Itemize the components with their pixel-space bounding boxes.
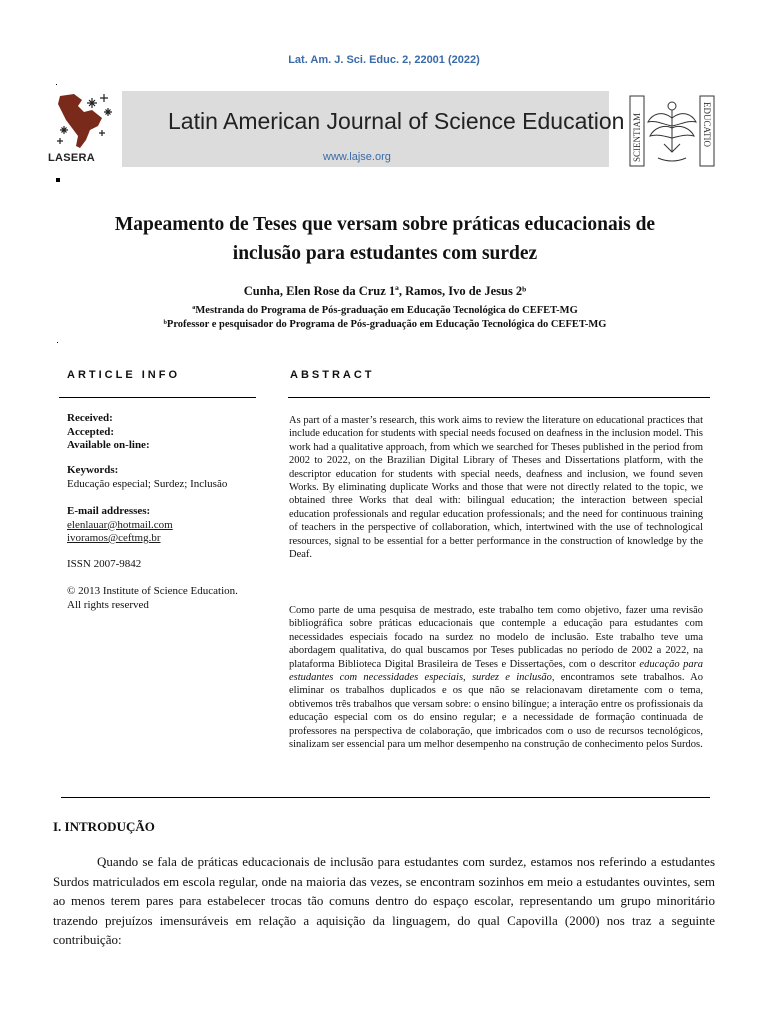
introduction-heading: I. INTRODUÇÃO xyxy=(53,819,155,834)
email-link-2[interactable]: ivoramos@ceftmg.br xyxy=(67,532,161,544)
journal-reference: Lat. Am. J. Sci. Educ. 2, 22001 (2022) xyxy=(288,54,480,66)
email-block xyxy=(67,505,267,546)
abstract-portuguese xyxy=(289,604,703,751)
affiliation-b: ᵇProfessor e pesquisador do Programa de Pós-graduação em Educação Tecnológica do CEFET-MG xyxy=(163,319,607,330)
keywords-block xyxy=(67,464,267,491)
issn: ISSN 2007-9842 xyxy=(67,558,142,570)
decorative-dot xyxy=(56,84,57,85)
title-line-1: Mapeamento de Teses que versam sobre práticas educacionais de xyxy=(114,214,656,235)
keywords-value: Educação especial; Surdez; Inclusão xyxy=(67,477,228,490)
keywords-label: Keywords: xyxy=(67,464,119,476)
introduction-paragraph xyxy=(53,852,715,950)
accepted-label: Accepted: xyxy=(67,425,115,438)
title-line-2: inclusão para estudantes com surdez xyxy=(232,243,538,264)
article-info-rule xyxy=(59,397,256,398)
paper-title xyxy=(60,210,710,268)
article-info-heading: ARTICLE INFO xyxy=(67,369,180,381)
decorative-bullet xyxy=(56,178,60,182)
seal-left-text: SCIENTIAM xyxy=(632,113,642,162)
section-divider xyxy=(61,797,710,798)
email-link-1[interactable]: elenlauar@hotmail.com xyxy=(67,518,173,531)
abstract-heading: ABSTRACT xyxy=(290,369,375,381)
journal-seal-logo xyxy=(628,92,716,170)
decorative-dot xyxy=(57,342,58,343)
email-label: E-mail addresses: xyxy=(67,505,151,517)
introduction-text: Quando se fala de práticas educacionais de inclusão para estudantes com surdez, estamos nos referindo a estudantes Surdos matriculados em escola regular, onde na maioria das vezes, se encontram sozinhos em meio a estudantes ouvintes, sem ao menos terem pares para estabelecer trocas tão comuns dentro do espaço escolar, representando um grupo minoritário trazendo prejuízos imensuráveis em relação a aquisição da linguagem, do qual Capovilla (2000) nos traz a seguinte contribuição: xyxy=(53,854,715,948)
journal-url-link[interactable]: www.lajse.org xyxy=(323,151,391,163)
affiliation-a: ªMestranda do Programa de Pós-graduação em Educação Tecnológica do CEFET-MG xyxy=(192,305,578,316)
article-dates xyxy=(67,412,267,453)
abstract-portuguese-descriptor: educação para estudantes com necessidades especiais, surdez e inclusão xyxy=(289,658,703,684)
received-label: Received: xyxy=(67,412,113,424)
lasera-label: LASERA xyxy=(48,152,96,164)
abstract-portuguese-part1: Como parte de uma pesquisa de mestrado, este trabalho tem como objetivo, fazer uma revisão bibliográfica sobre práticas educacionais que contemple a educação para estudantes com necessidades especiais focado na surdez no modelo de inclusão. Este trabalho teve uma abordagem qualitativa, do qual buscamos por Teses publicadas no período de 2002 a 2022, na plataforma Biblioteca Digital Brasileira de Teses e Dissertações, com o descritor xyxy=(289,605,703,670)
abstract-portuguese-part2: , encontramos sete trabalhos. Ao eliminar os trabalhos duplicados e os que não se relacionavam diretamente com o tema, obtivemos três trabalhos que versam sobre: o ensino bilíngue; a interação entre os profissionais da educação especial com os do ensino regular; e a necessidade de formação continuada de professores na perspectiva de colaboração, que imbricados com o uso de recursos tecnológicos, sinalizam ser essencial para um melhor desempenho na construção de conhecimento pelos Surdos. xyxy=(289,672,703,751)
journal-name: Latin American Journal of Science Education xyxy=(168,108,625,134)
copyright-block xyxy=(67,585,267,612)
abstract-english: As part of a master’s research, this work aims to review the literature on educational practices that include education for students with special needs focused on deafness in the inclusion model. This work had a qualitative approach, from which we searched for Theses published in the period from 2002 to 2022, on the Brazilian Digital Library of Theses and Dissertations platform, with the descriptor education for students with special needs, deafness and inclusion, we found seven Works. By eliminating duplicate Works and those that were not directly related to the topic, we obtained three Works that deal with: bilingual education; the interaction between special education professionals and regular education professionals; and the need for continuous training of teachers in the perspective of collaboration, which, intertwined with the use of technological resources, signal to be essential for a better performance in the construction of knowledge by the Deaf. xyxy=(289,415,703,561)
copyright-line-1: © 2013 Institute of Science Education. xyxy=(67,585,238,597)
available-label: Available on-line: xyxy=(67,439,150,451)
lasera-map-logo xyxy=(52,90,118,150)
abstract-rule xyxy=(288,397,710,398)
paper-authors: Cunha, Elen Rose da Cruz 1ª, Ramos, Ivo de Jesus 2ᵇ xyxy=(243,284,527,298)
seal-right-text: EDUCATIO xyxy=(702,102,712,147)
copyright-line-2: All rights reserved xyxy=(67,598,149,611)
